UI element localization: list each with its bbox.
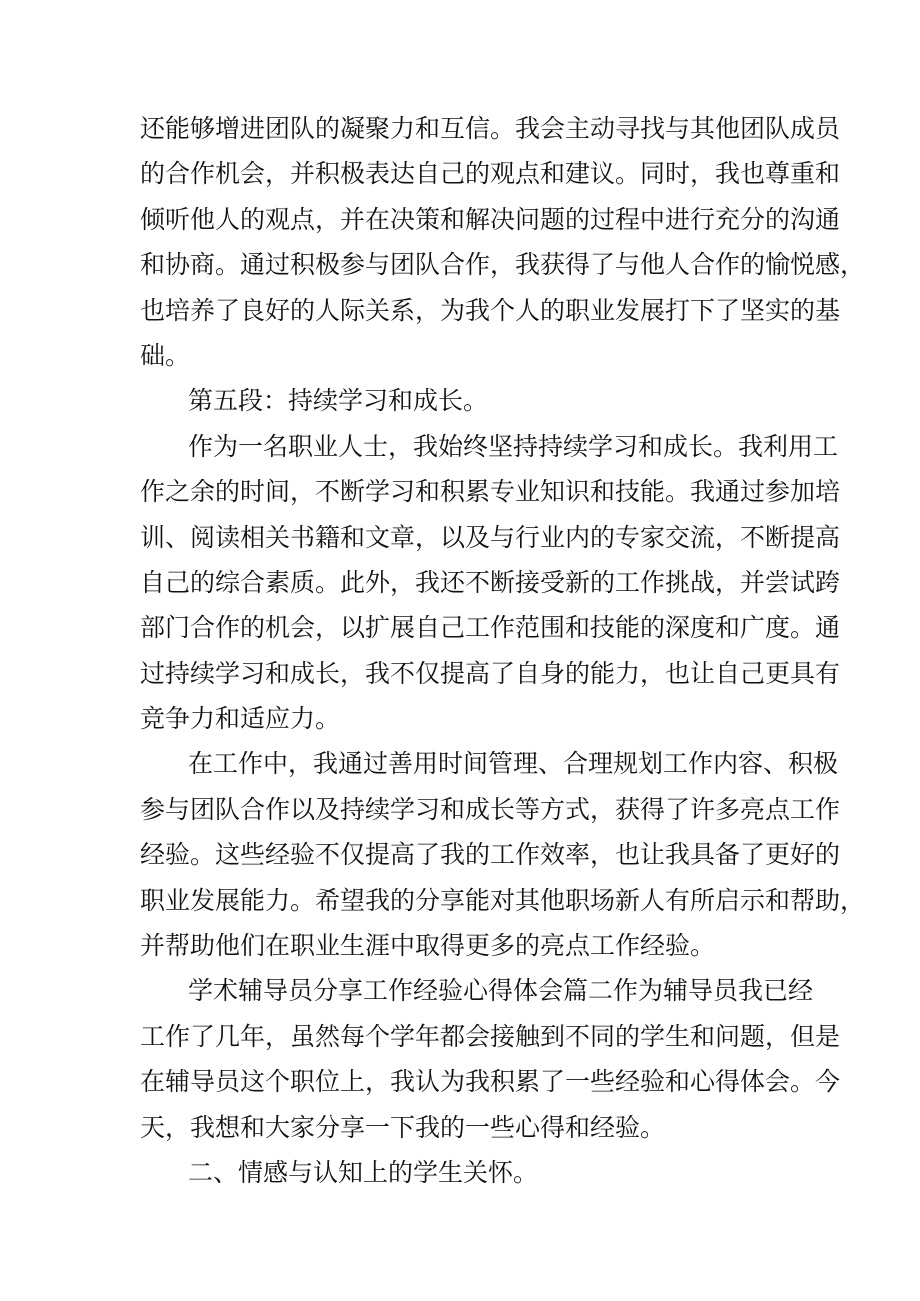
paragraph-line: 础。 [140, 340, 191, 370]
paragraph-line: 自己的综合素质。此外，我还不断接受新的工作挑战，并尝试跨 [140, 567, 841, 597]
paragraph-line: 学术辅导员分享工作经验心得体会篇二作为辅导员我已经 [188, 976, 814, 1006]
paragraph-line: 部门合作的机会，以扩展自己工作范围和技能的深度和广度。通 [140, 613, 841, 643]
paragraph-line: 还能够增进团队的凝聚力和互信。我会主动寻找与其他团队成员 [140, 114, 841, 143]
paragraph-line: 竞争力和适应力。 [140, 704, 341, 734]
paragraph-line: 作之余的时间，不断学习和积累专业知识和技能。我通过参加培 [140, 477, 841, 507]
paragraph-line: 在工作中，我通过善用时间管理、合理规划工作内容、积极 [188, 749, 839, 779]
paragraph-line: 职业发展能力。希望我的分享能对其他职场新人有所启示和帮助， [140, 885, 866, 915]
paragraph-line: 在辅导员这个职位上，我认为我积累了一些经验和心得体会。今 [140, 1067, 841, 1097]
section-heading: 第五段：持续学习和成长。 [188, 386, 489, 416]
document-body [140, 106, 866, 1195]
paragraph-line: 工作了几年，虽然每个学年都会接触到不同的学生和问题，但是 [140, 1021, 841, 1051]
section-heading: 二、情感与认知上的学生关怀。 [188, 1157, 539, 1187]
paragraph-line: 天，我想和大家分享一下我的一些心得和经验。 [140, 1112, 666, 1142]
paragraph-line: 和协商。通过积极参与团队合作，我获得了与他人合作的愉悦感， [140, 250, 866, 280]
paragraph-line: 作为一名职业人士，我始终坚持持续学习和成长。我利用工 [188, 431, 839, 461]
paragraph-line: 过持续学习和成长，我不仅提高了自身的能力，也让自己更具有 [140, 658, 841, 688]
paragraph-line: 也培养了良好的人际关系，为我个人的职业发展打下了坚实的基 [140, 295, 841, 325]
paragraph-line: 倾听他人的观点，并在决策和解决问题的过程中进行充分的沟通 [140, 204, 841, 234]
paragraph-line: 训、阅读相关书籍和文章，以及与行业内的专家交流，不断提高 [140, 522, 841, 552]
paragraph-line: 经验。这些经验不仅提高了我的工作效率，也让我具备了更好的 [140, 840, 841, 870]
paragraph-line: 并帮助他们在职业生涯中取得更多的亮点工作经验。 [140, 931, 716, 961]
paragraph-line: 参与团队合作以及持续学习和成长等方式，获得了许多亮点工作 [140, 794, 841, 824]
paragraph-line: 的合作机会，并积极表达自己的观点和建议。同时，我也尊重和 [140, 159, 841, 189]
